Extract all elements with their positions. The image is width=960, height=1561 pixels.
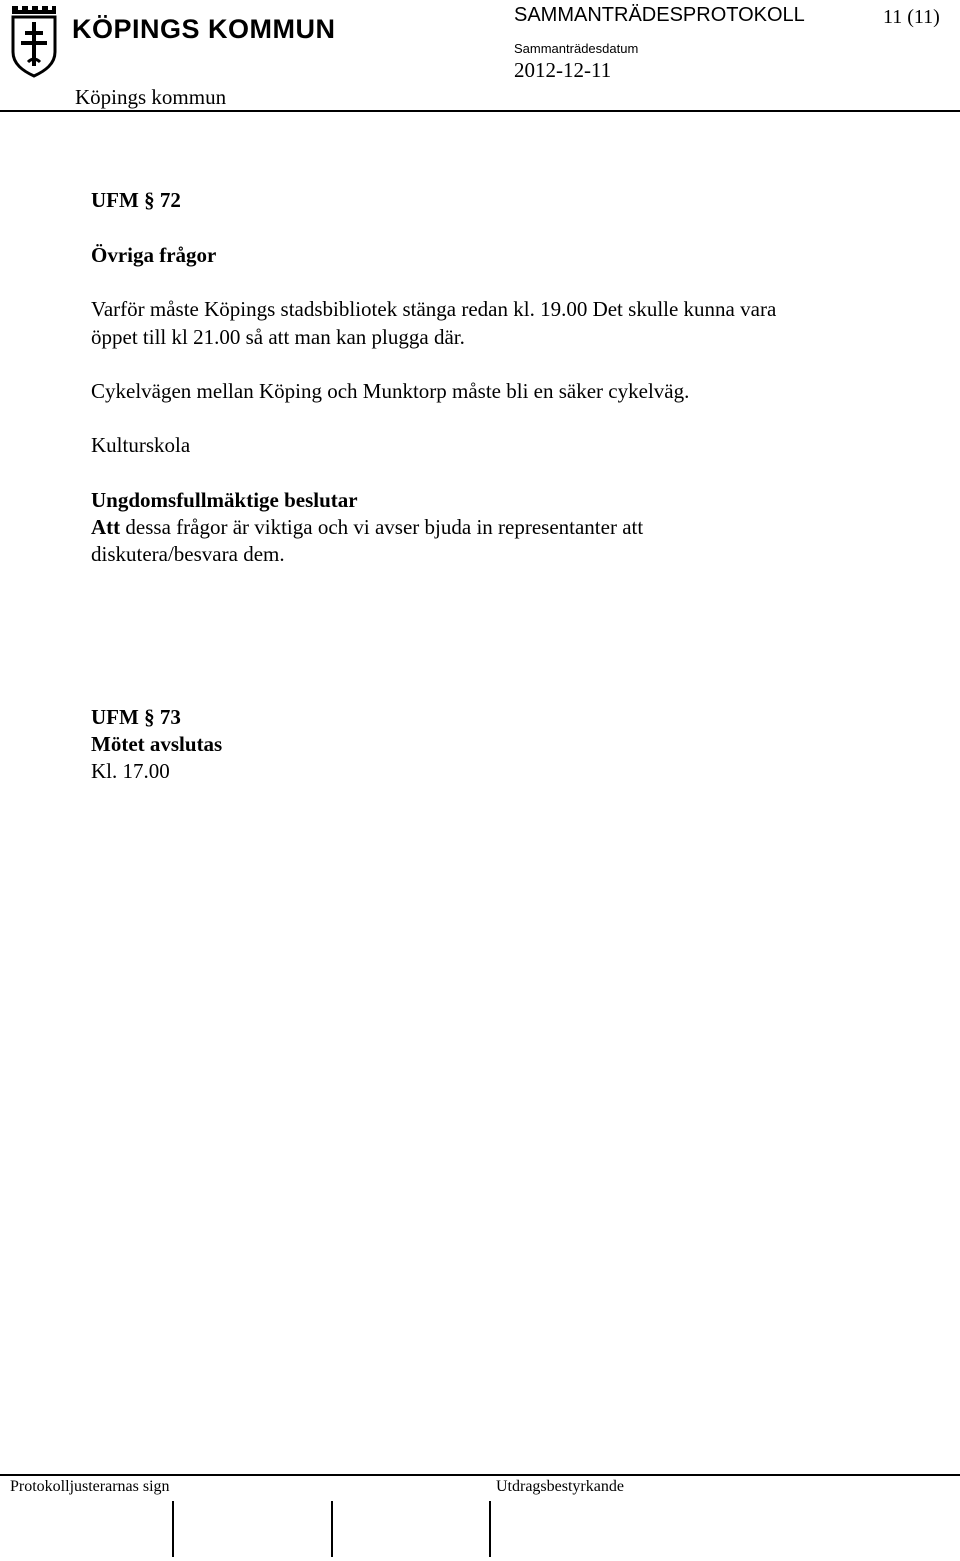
section-72-number: UFM § 72 xyxy=(91,188,181,212)
section-72-title: Övriga frågor xyxy=(91,243,217,267)
header-divider xyxy=(0,110,960,112)
paragraph-library-line2: öppet till kl 21.00 så att man kan plugga där. xyxy=(91,325,465,349)
page-number: 11 (11) xyxy=(883,6,940,28)
signature-box-divider-2 xyxy=(331,1501,333,1557)
adjusters-signature-label: Protokolljusterarnas sign xyxy=(10,1478,170,1495)
decision-keyword: Att xyxy=(91,515,121,539)
decision-line1 xyxy=(91,513,643,541)
date-label: Sammanträdesdatum xyxy=(514,41,639,56)
decision-line1-text: dessa frågor är viktiga och vi avser bjuda in representanter att xyxy=(120,515,644,539)
paragraph-cycle-path: Cykelvägen mellan Köping och Munktorp måste bli en säker cykelväg. xyxy=(91,379,690,403)
decision-heading: Ungdomsfullmäktige beslutar xyxy=(91,488,358,512)
section-73-number: UFM § 73 xyxy=(91,705,181,729)
extract-certification-label: Utdragsbestyrkande xyxy=(496,1478,624,1495)
document-type: SAMMANTRÄDESPROTOKOLL xyxy=(514,4,805,26)
meeting-end-time: Kl. 17.00 xyxy=(91,759,170,783)
coat-of-arms-icon xyxy=(10,4,58,78)
meeting-date: 2012-12-11 xyxy=(514,58,612,82)
signature-box-divider-1 xyxy=(172,1501,174,1557)
decision-line2: diskutera/besvara dem. xyxy=(91,542,285,566)
section-73-title: Mötet avslutas xyxy=(91,732,223,756)
signature-box-divider-3 xyxy=(489,1501,491,1557)
organization-name: Köpings kommun xyxy=(75,85,227,109)
brand-name: KÖPINGS KOMMUN xyxy=(72,14,336,44)
paragraph-library-line1: Varför måste Köpings stadsbibliotek stänga redan kl. 19.00 Det skulle kunna vara xyxy=(91,297,777,321)
footer-divider xyxy=(0,1474,960,1476)
paragraph-culture-school: Kulturskola xyxy=(91,433,191,457)
